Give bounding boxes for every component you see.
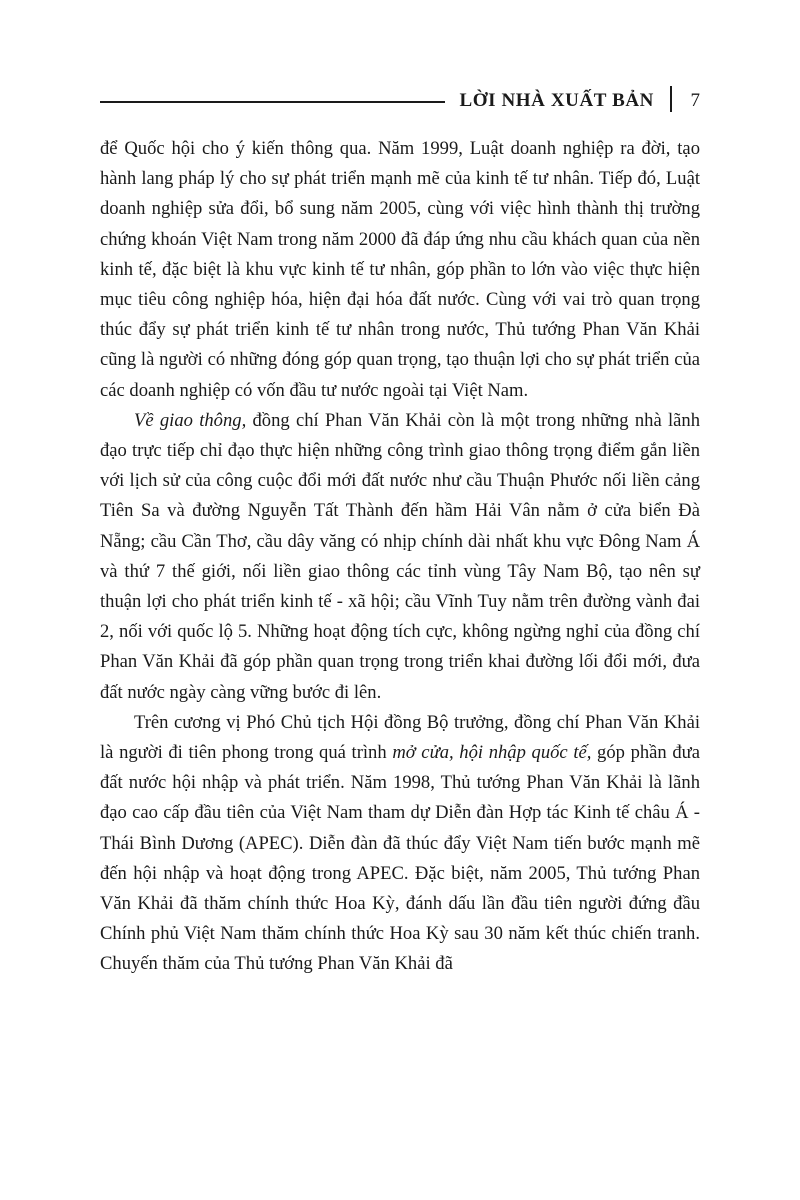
paragraph-1: để Quốc hội cho ý kiến thông qua. Năm 1999, Luật doanh nghiệp ra đời, tạo hành lang pháp lý cho sự phát triển mạnh mẽ của kinh tế tư nhân. Tiếp đó, Luật doanh nghiệp sửa đổi, bổ sung năm 2005, cùng với việc hình thành thị trường chứng khoán Việt Nam trong năm 2000 đã đáp ứng nhu cầu khách quan của nền kinh tế, đặc biệt là khu vực kinh tế tư nhân, góp phần to lớn vào việc thực hiện mục tiêu công nghiệp hóa, hiện đại hóa đất nước. Cùng với vai trò quan trọng thúc đẩy sự phát triển kinh tế tư nhân trong nước, Thủ tướng Phan Văn Khải cũng là người có những đóng góp quan trọng, tạo thuận lợi cho sự phát triển của các doanh nghiệp có vốn đầu tư nước ngoài tại Việt Nam. bbox=[100, 138, 700, 401]
paragraph-2-lead-italic: Về giao thông, bbox=[134, 409, 247, 431]
header-separator bbox=[670, 86, 672, 112]
paragraph-3-part-1: Trên cương vị Phó Chủ tịch Hội đồng Bộ trưởng, đồng chí Phan Văn Khải là người đi tiên phong trong quá trình bbox=[100, 711, 700, 764]
header-title: LỜI NHÀ XUẤT BẢN bbox=[459, 90, 654, 111]
header-rule bbox=[100, 101, 445, 103]
paragraph-3 bbox=[100, 708, 700, 980]
page-number: 7 bbox=[690, 90, 700, 111]
running-header bbox=[100, 78, 700, 112]
page-body bbox=[100, 134, 700, 980]
paragraph-2-rest: đồng chí Phan Văn Khải còn là một trong những nhà lãnh đạo trực tiếp chỉ đạo thực hiện những công trình giao thông trọng điểm gắn liền với lịch sử của công cuộc đổi mới đất nước như cầu Thuận Phước nối liền cảng Tiên Sa và đường Nguyễn Tất Thành đến hầm Hải Vân nằm ở cửa biển Đà Nẵng; cầu Cần Thơ, cầu dây văng có nhịp chính dài nhất khu vực Đông Nam Á và thứ 7 thế giới, nối liền giao thông các tỉnh vùng Tây Nam Bộ, tạo nên sự thuận lợi cho phát triển kinh tế - xã hội; cầu Vĩnh Tuy nằm trên đường vành đai 2, nối với quốc lộ 5. Những hoạt động tích cực, không ngừng nghỉ của đồng chí Phan Văn Khải đã góp phần quan trọng trong triển khai đường lối đổi mới, đưa đất nước ngày càng vững bước đi lên. bbox=[100, 409, 700, 703]
paragraph-3-italic-phrase: mở cửa, hội nhập quốc tế, bbox=[392, 742, 592, 764]
paragraph-3-part-2: góp phần đưa đất nước hội nhập và phát triển. Năm 1998, Thủ tướng Phan Văn Khải là lãnh đạo cao cấp đầu tiên của Việt Nam tham dự Diễn đàn Hợp tác Kinh tế châu Á - Thái Bình Dương (APEC). Diễn đàn đã thúc đẩy Việt Nam tiến bước mạnh mẽ đến hội nhập và hoạt động trong APEC. Đặc biệt, năm 2005, Thủ tướng Phan Văn Khải đã thăm chính thức Hoa Kỳ, đánh dấu lần đầu tiên người đứng đầu Chính phủ Việt Nam thăm chính thức Hoa Kỳ sau 30 năm kết thúc chiến tranh. Chuyến thăm của Thủ tướng Phan Văn Khải đã bbox=[100, 742, 701, 975]
paragraph-2 bbox=[100, 406, 700, 708]
